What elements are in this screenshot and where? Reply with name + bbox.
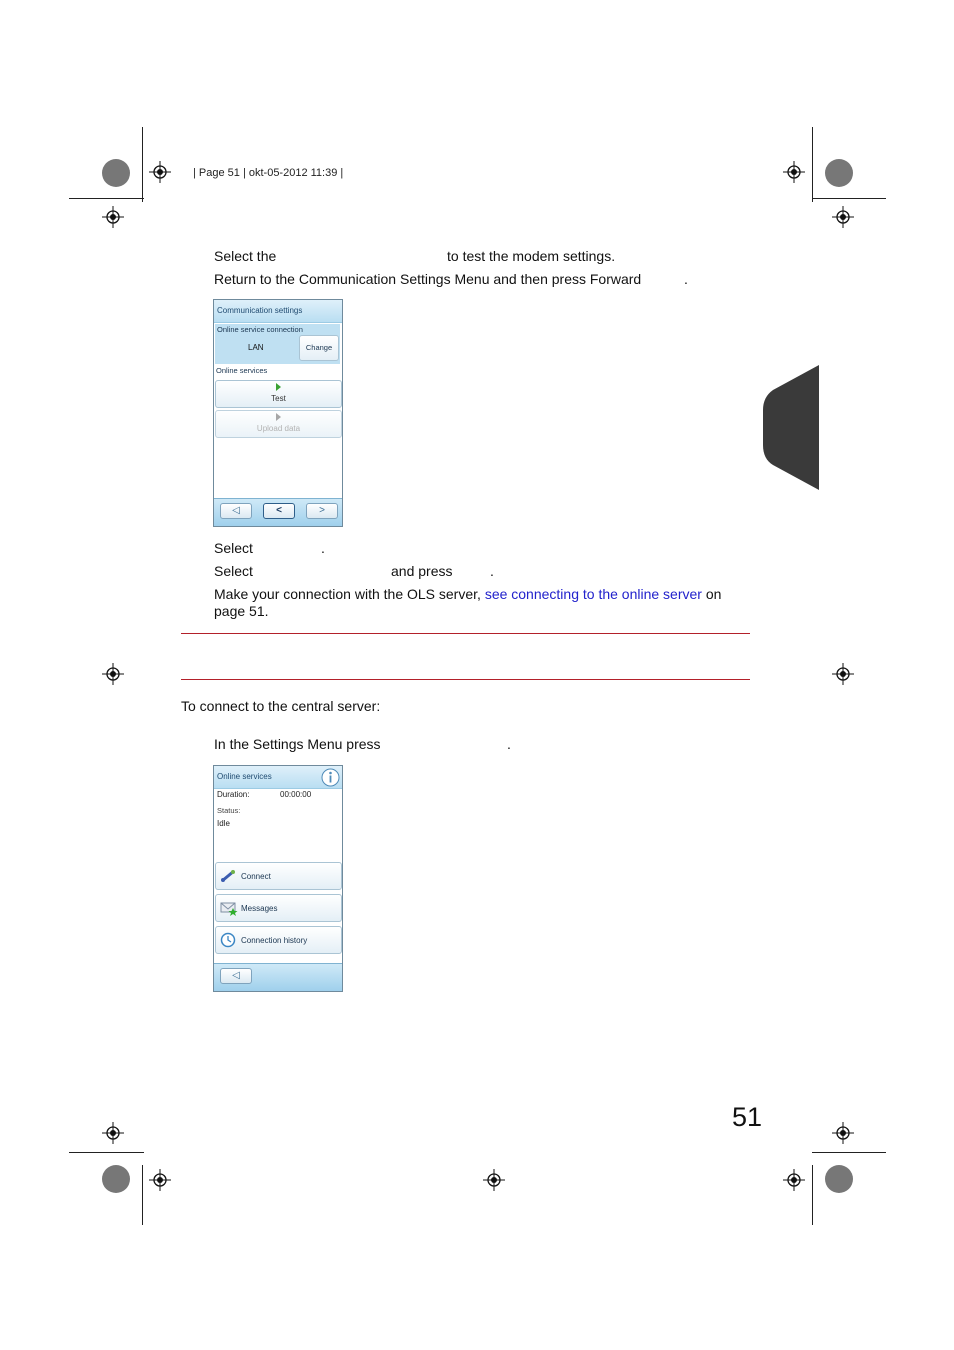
- section-label: Online service connection: [217, 325, 303, 334]
- crosshair-icon: [832, 1122, 854, 1144]
- screen-title: [214, 766, 342, 789]
- section-rule: [181, 633, 750, 634]
- screen-title: Communication settings: [214, 300, 342, 323]
- intro-text: To connect to the central server:: [181, 698, 381, 714]
- step-return: [214, 271, 688, 288]
- registration-dot: [102, 159, 130, 187]
- status-value: Idle: [217, 819, 230, 828]
- crosshair-icon: [832, 663, 854, 685]
- communication-settings-screen: [213, 299, 343, 527]
- step-text: Select the: [214, 248, 277, 264]
- envelope-icon: [220, 901, 238, 916]
- cross-reference-link[interactable]: see connecting to the online server: [484, 586, 702, 602]
- step-text: .: [321, 540, 325, 556]
- step-text: Select: [214, 540, 253, 556]
- upload-data-button[interactable]: [215, 410, 342, 438]
- step-text: Make your connection with the OLS server,: [214, 586, 481, 602]
- info-icon[interactable]: [321, 768, 340, 787]
- registration-dot: [825, 159, 853, 187]
- screen-title-text: Online services: [217, 772, 272, 781]
- step-text: on: [705, 586, 722, 602]
- step-settings-menu: [214, 736, 511, 753]
- crosshair-icon: [783, 1169, 805, 1191]
- play-icon: [276, 383, 281, 391]
- step-text: In the Settings Menu press: [214, 736, 381, 752]
- clock-icon: [220, 932, 236, 948]
- test-button[interactable]: [215, 380, 342, 408]
- crosshair-icon: [102, 206, 124, 228]
- button-label: Messages: [241, 904, 278, 913]
- step-text: to test the modem settings.: [447, 248, 616, 264]
- connection-panel: [215, 324, 340, 364]
- step-text: page 51.: [214, 603, 269, 619]
- step-make-connection: [214, 586, 721, 603]
- step-text: .: [490, 563, 494, 579]
- crosshair-icon: [102, 1122, 124, 1144]
- duration-label: Duration:: [217, 790, 250, 799]
- button-label: Upload data: [256, 424, 301, 433]
- change-button[interactable]: Change: [299, 335, 339, 361]
- crosshair-icon: [102, 663, 124, 685]
- page-number: 51: [732, 1102, 763, 1132]
- registration-dot: [102, 1165, 130, 1193]
- connect-button[interactable]: [215, 862, 342, 890]
- back-button[interactable]: ◁: [220, 503, 252, 519]
- chapter-tab: [763, 365, 819, 490]
- online-services-screen: [213, 765, 343, 992]
- crosshair-icon: [149, 161, 171, 183]
- crosshair-icon: [832, 206, 854, 228]
- screen-navbar: [214, 498, 342, 526]
- step-text: and press: [391, 563, 453, 579]
- step-select-test: [214, 248, 616, 265]
- button-label: Connection history: [241, 936, 308, 945]
- messages-button[interactable]: [215, 894, 342, 922]
- section-rule: [181, 679, 750, 680]
- connection-history-button[interactable]: [215, 926, 342, 954]
- step-select: [214, 540, 325, 557]
- step-text: .: [684, 271, 688, 287]
- crosshair-icon: [783, 161, 805, 183]
- step-text: Select: [214, 563, 253, 579]
- button-label: Test: [271, 394, 286, 403]
- forward-button[interactable]: >: [306, 503, 338, 519]
- section-label: Online services: [216, 366, 268, 375]
- page-header: | Page 51 | okt-05-2012 11:39 |: [193, 167, 344, 179]
- step-text: .: [507, 736, 511, 752]
- status-label: Status:: [217, 806, 241, 815]
- plug-icon: [220, 869, 236, 883]
- play-icon: [276, 413, 281, 421]
- screen-navbar: [214, 963, 342, 991]
- connection-value: LAN: [248, 343, 264, 352]
- crosshair-icon: [149, 1169, 171, 1191]
- back-button[interactable]: ◁: [220, 968, 252, 984]
- previous-button[interactable]: <: [263, 503, 295, 519]
- button-label: Connect: [241, 872, 271, 881]
- step-text: Return to the Communication Settings Menu and then press Forward: [214, 271, 642, 287]
- duration-value: 00:00:00: [280, 790, 312, 799]
- registration-dot: [825, 1165, 853, 1193]
- crosshair-icon: [483, 1169, 505, 1191]
- step-select-press: [214, 563, 494, 580]
